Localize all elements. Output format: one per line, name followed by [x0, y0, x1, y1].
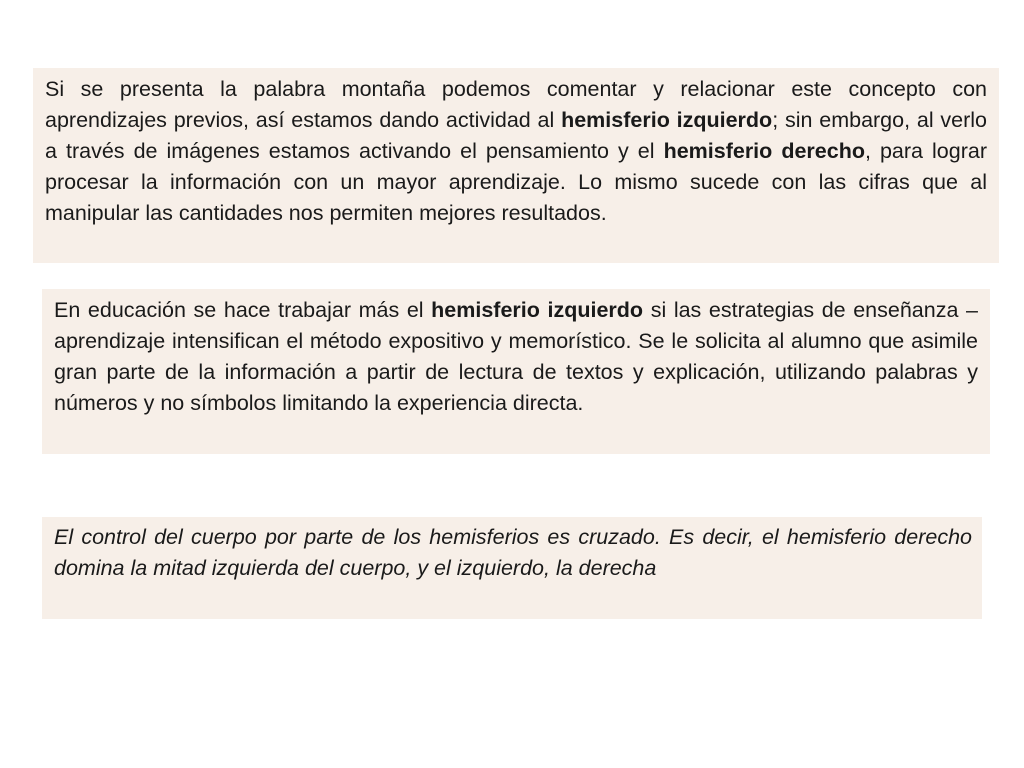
paragraph-box-body-control	[42, 517, 982, 619]
paragraph1-text-part3: , para lograr procesar la información con un mayor aprendizaje. Lo mismo sucede con las cifras que al manipular las cantidades nos permiten mejores resultados.	[45, 139, 988, 225]
paragraph-body-control: El control del cuerpo por parte de los hemisferios es cruzado. Es decir, el hemisferio derecho domina la mitad izquierda del cuerpo, y el izquierdo, la derecha	[54, 525, 972, 580]
paragraph-hemispheres-learning	[45, 74, 987, 229]
paragraph1-text-part2: ; sin embargo, al verlo a través de imágenes estamos activando el pensamiento y el	[45, 108, 987, 163]
paragraph-box-education	[42, 289, 990, 454]
paragraph1-bold-right-hemisphere: hemisferio derecho	[663, 139, 865, 163]
paragraph2-text-part1: En educación se hace trabajar más el	[54, 298, 432, 322]
paragraph-box-hemispheres-learning	[33, 68, 999, 263]
paragraph-education	[54, 295, 978, 419]
paragraph2-bold-left-hemisphere: hemisferio izquierdo	[431, 298, 644, 322]
paragraph1-text-part1: Si se presenta la palabra montaña podemos comentar y relacionar este concepto con aprendizajes previos, así estamos dando actividad al	[45, 77, 987, 132]
paragraph2-text-part2: si las estrategias de enseñanza – aprendizaje intensifican el método expositivo y memorístico. Se le solicita al alumno que asimile gran parte de la información a partir de lectura de textos y explicación, utilizando palabras y números y no símbolos limitando la experiencia directa.	[54, 298, 978, 415]
paragraph1-bold-left-hemisphere: hemisferio izquierdo	[561, 108, 773, 132]
